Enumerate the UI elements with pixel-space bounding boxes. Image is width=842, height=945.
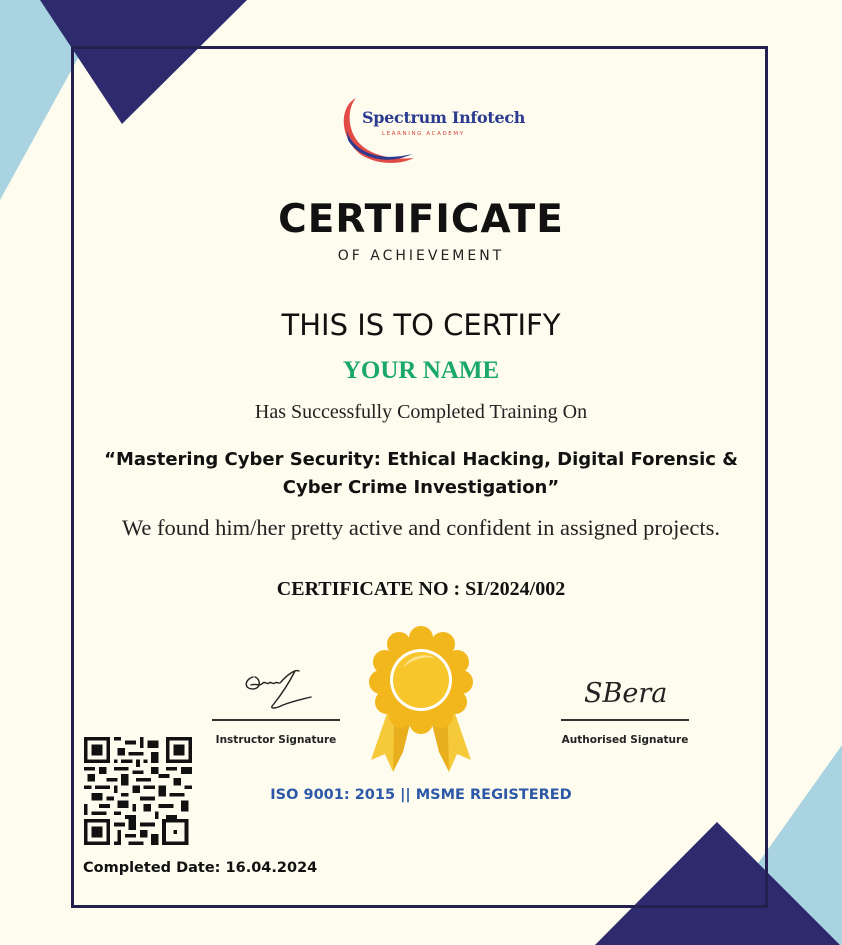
certificate-subtitle: OF ACHIEVEMENT [337,248,505,264]
qr-code-icon[interactable] [84,737,192,845]
authorised-signature-block [561,719,689,746]
authorised-signature-label: Authorised Signature [561,734,689,746]
iso-registration-text: ISO 9001: 2015 || MSME REGISTERED [270,787,572,803]
authorised-signature-icon [580,668,690,714]
instructor-signature-block [212,719,340,746]
logo-tagline: LEARNING ACADEMY [382,131,465,137]
completion-statement: Has Successfully Completed Training On [254,401,588,423]
certify-heading: THIS IS TO CERTIFY [281,308,561,342]
logo-brand-name: Spectrum Infotech [362,108,526,127]
instructor-signature-label: Instructor Signature [215,734,337,746]
certificate-title: CERTIFICATE [278,197,564,242]
course-title: “Mastering Cyber Security: Ethical Hacking, Digital Forensic & Cyber Crime Investigation” [104,449,738,498]
authorised-signature-line [561,719,689,721]
performance-remark: We found him/her pretty active and confident in assigned projects. [121,515,720,540]
instructor-signature-line [212,719,340,721]
authorised-signature-text: SBera [584,678,668,709]
completed-date: Completed Date: 16.04.2024 [83,860,318,876]
award-rosette-icon [365,620,477,780]
instructor-signature-icon [237,665,315,711]
recipient-name: YOUR NAME [342,357,500,384]
certificate-number: CERTIFICATE NO : SI/2024/002 [276,578,566,600]
brand-logo [338,96,526,166]
